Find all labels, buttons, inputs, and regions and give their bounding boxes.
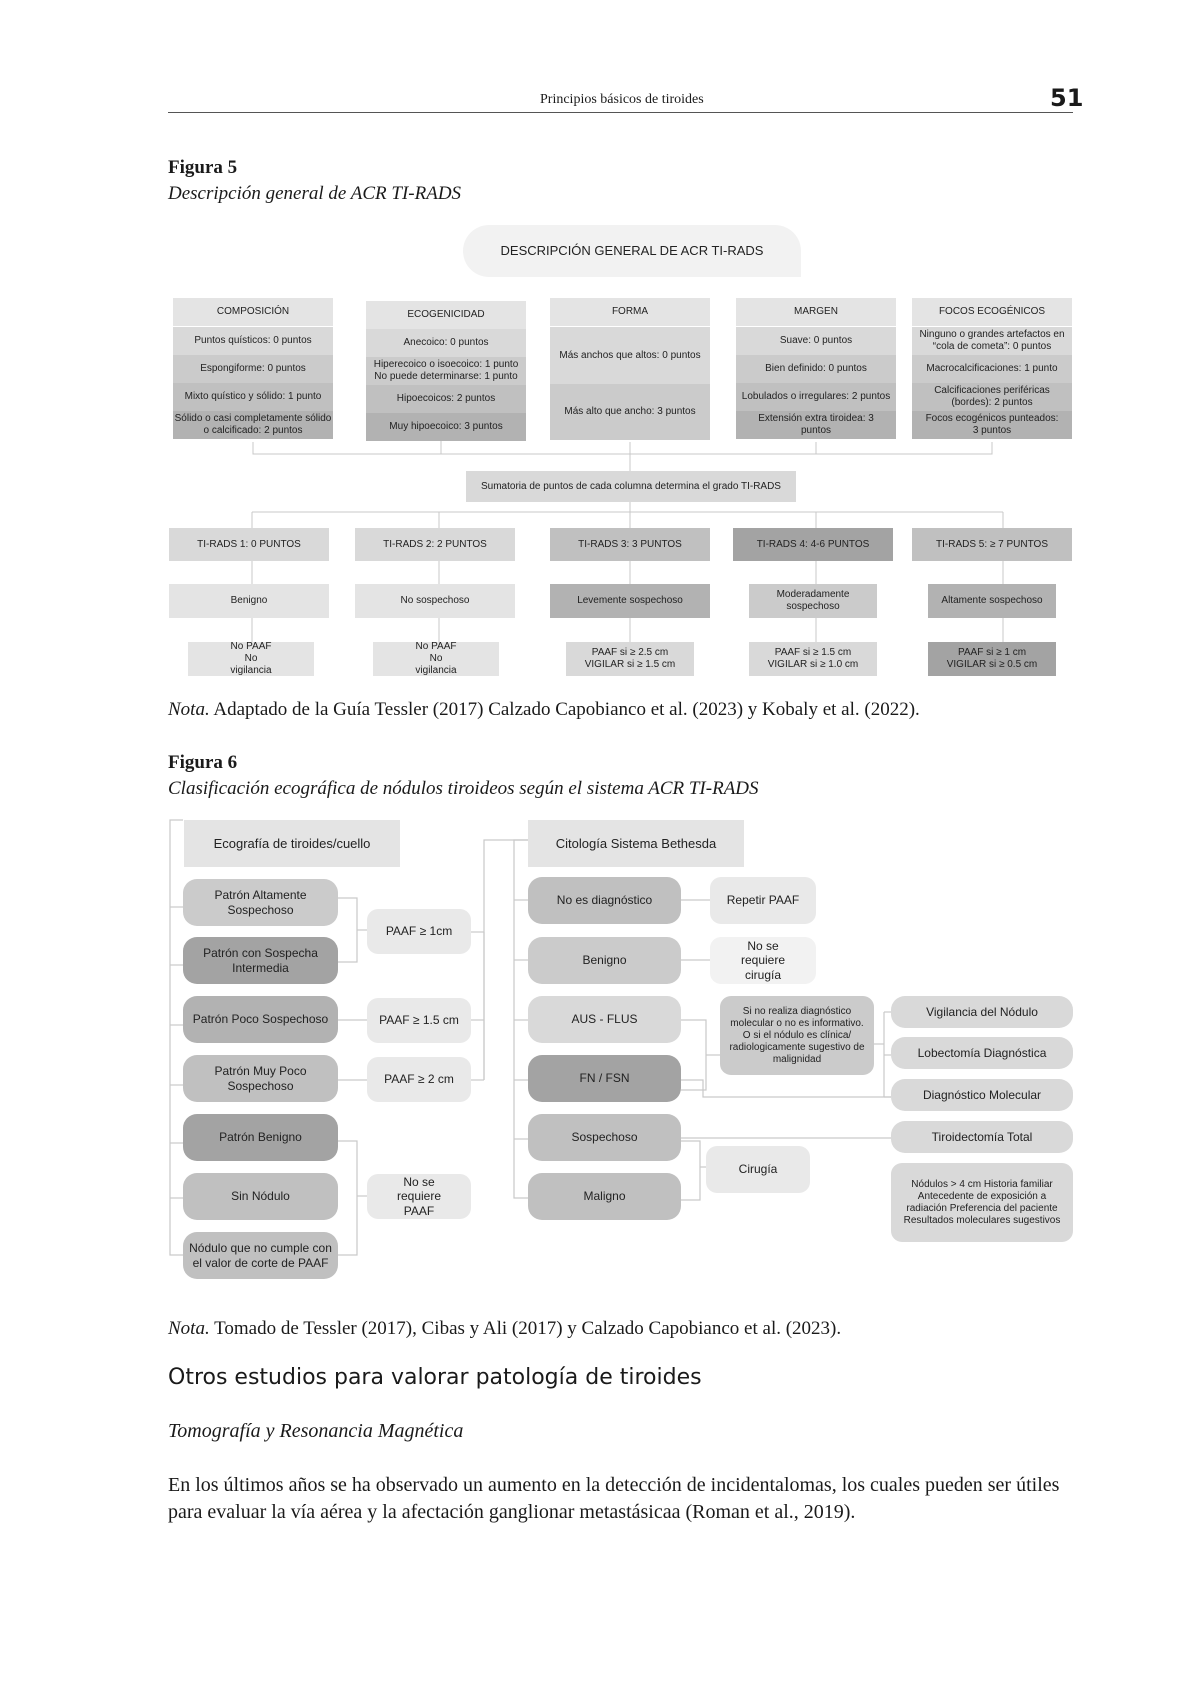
section-title: Otros estudios para valorar patología de tiroides — [168, 1365, 702, 1390]
paaf-box: PAAF ≥ 2 cm — [367, 1057, 471, 1102]
forma-header: FORMA — [550, 298, 710, 326]
surgery-box: Cirugía — [706, 1146, 810, 1193]
outcome-box: Diagnóstico Molecular — [891, 1079, 1073, 1111]
running-title: Principios básicos de tiroides — [540, 92, 704, 107]
margen-header: MARGEN — [736, 298, 896, 326]
paaf-box: No se requiere PAAF — [367, 1174, 471, 1219]
focos-item: Focos ecogénicos punteados: 3 puntos — [912, 411, 1072, 439]
tirads-grade: TI-RADS 4: 4-6 PUNTOS — [733, 528, 893, 561]
composicion-item: Puntos quísticos: 0 puntos — [173, 327, 333, 355]
page-number: 51 — [1050, 84, 1084, 112]
molecular-note-box: Si no realiza diagnóstico molecular o no es informativo. O si el nódulo es clínica/ radiologicamente sugestivo de malignidad — [720, 996, 874, 1075]
pattern-box: Patrón Muy Poco Sospechoso — [183, 1055, 338, 1102]
ultrasound-title: Ecografía de tiroides/cuello — [184, 820, 400, 867]
ecogenicidad-item: Anecoico: 0 puntos — [366, 329, 526, 357]
forma-item: Más anchos que altos: 0 puntos — [550, 327, 710, 384]
pattern-box: Patrón Altamente Sospechoso — [183, 879, 338, 926]
note-label: Nota. — [168, 699, 210, 720]
figure6-caption: Clasificación ecográfica de nódulos tiroideos según el sistema ACR TI-RADS — [168, 778, 759, 799]
tirads-grade: TI-RADS 2: 2 PUNTOS — [355, 528, 515, 561]
figure5-caption: Descripción general de ACR TI-RADS — [168, 183, 462, 204]
note-text: Tomado de Tessler (2017), Cibas y Ali (2017) y Calzado Capobianco et al. (2023). — [209, 1318, 842, 1339]
subsection-title: Tomografía y Resonancia Magnética — [168, 1420, 464, 1442]
focos-header: FOCOS ECOGÉNICOS — [912, 298, 1072, 326]
bethesda-box: FN / FSN — [528, 1055, 681, 1102]
ecogenicidad-item: Hiperecoico o isoecoico: 1 punto No puede determinarse: 1 punto — [366, 357, 526, 385]
composicion-header: COMPOSICIÓN — [173, 298, 333, 326]
ecogenicidad-item: Muy hipoecoico: 3 puntos — [366, 413, 526, 441]
bethesda-box: AUS - FLUS — [528, 996, 681, 1043]
tirads-risk: Altamente sospechoso — [928, 584, 1056, 618]
cytology-title: Citología Sistema Bethesda — [528, 820, 744, 867]
forma-item: Más alto que ancho: 3 puntos — [550, 384, 710, 440]
focos-item: Macrocalcificaciones: 1 punto — [912, 355, 1072, 383]
focos-item: Ninguno o grandes artefactos en “cola de cometa”: 0 puntos — [912, 327, 1072, 355]
outcome-box: Tiroidectomía Total — [891, 1121, 1073, 1153]
ecogenicidad-item: Hipoecoicos: 2 puntos — [366, 385, 526, 413]
composicion-item: Espongiforme: 0 puntos — [173, 355, 333, 383]
pattern-box: Patrón Poco Sospechoso — [183, 996, 338, 1043]
summation-box: Sumatoria de puntos de cada columna determina el grado TI-RADS — [466, 471, 796, 502]
composicion-item: Mixto quístico y sólido: 1 punto — [173, 383, 333, 411]
bethesda-box: Sospechoso — [528, 1114, 681, 1161]
tirads-risk: Benigno — [169, 584, 329, 618]
outcome-box: Vigilancia del Nódulo — [891, 996, 1073, 1028]
repeat-paaf-box: Repetir PAAF — [710, 877, 816, 924]
criteria-box: Nódulos > 4 cm Historia familiar Antecedente de exposición a radiación Preferencia del paciente Resultados moleculares sugestivos — [891, 1163, 1073, 1242]
margen-item: Extensión extra tiroidea: 3 puntos — [736, 411, 896, 439]
figure5-label: Figura 5 — [168, 157, 238, 178]
note-label: Nota. — [168, 1318, 210, 1339]
tirads-action: No PAAF No vigilancia — [373, 642, 499, 676]
outcome-box: Lobectomía Diagnóstica — [891, 1037, 1073, 1069]
focos-item: Calcificaciones periféricas (bordes): 2 puntos — [912, 383, 1072, 411]
bethesda-box: Benigno — [528, 937, 681, 984]
paaf-box: PAAF ≥ 1cm — [367, 909, 471, 954]
ecogenicidad-header: ECOGENICIDAD — [366, 301, 526, 329]
composicion-item: Sólido o casi completamente sólido o calcificado: 2 puntos — [173, 411, 333, 439]
pattern-box: Patrón con Sospecha Intermedia — [183, 937, 338, 984]
figure6-label: Figura 6 — [168, 752, 238, 773]
tirads-grade: TI-RADS 5: ≥ 7 PUNTOS — [912, 528, 1072, 561]
tirads-risk: Moderadamente sospechoso — [749, 584, 877, 618]
tirads-risk: No sospechoso — [355, 584, 515, 618]
body-paragraph: En los últimos años se ha observado un aumento en la detección de incidentalomas, los cuales pueden ser útiles para evaluar la vía aérea y la afectación ganglionar metastásicaa (Roman et al., 2019). — [168, 1474, 1060, 1523]
tirads-action: PAAF si ≥ 1 cm VIGILAR si ≥ 0.5 cm — [928, 642, 1056, 676]
figure5-diagram-title: DESCRIPCIÓN GENERAL DE ACR TI-RADS — [463, 225, 801, 277]
pattern-box: Nódulo que no cumple con el valor de corte de PAAF — [183, 1232, 338, 1279]
figure6-note — [168, 1318, 841, 1340]
tirads-grade: TI-RADS 1: 0 PUNTOS — [169, 528, 329, 561]
tirads-action: PAAF si ≥ 1.5 cm VIGILAR si ≥ 1.0 cm — [749, 642, 877, 676]
tirads-action: PAAF si ≥ 2.5 cm VIGILAR si ≥ 1.5 cm — [566, 642, 694, 676]
pattern-box: Sin Nódulo — [183, 1173, 338, 1220]
tirads-action: No PAAF No vigilancia — [188, 642, 314, 676]
margen-item: Lobulados o irregulares: 2 puntos — [736, 383, 896, 411]
note-text: Adaptado de la Guía Tessler (2017) Calzado Capobianco et al. (2023) y Kobaly et al. (2022). — [209, 699, 920, 720]
margen-item: Bien definido: 0 puntos — [736, 355, 896, 383]
tirads-risk: Levemente sospechoso — [550, 584, 710, 618]
bethesda-box: Maligno — [528, 1173, 681, 1220]
tirads-grade: TI-RADS 3: 3 PUNTOS — [550, 528, 710, 561]
paaf-box: PAAF ≥ 1.5 cm — [367, 998, 471, 1043]
bethesda-box: No es diagnóstico — [528, 877, 681, 924]
margen-item: Suave: 0 puntos — [736, 327, 896, 355]
pattern-box: Patrón Benigno — [183, 1114, 338, 1161]
no-surgery-box: No se requiere cirugía — [710, 937, 816, 984]
